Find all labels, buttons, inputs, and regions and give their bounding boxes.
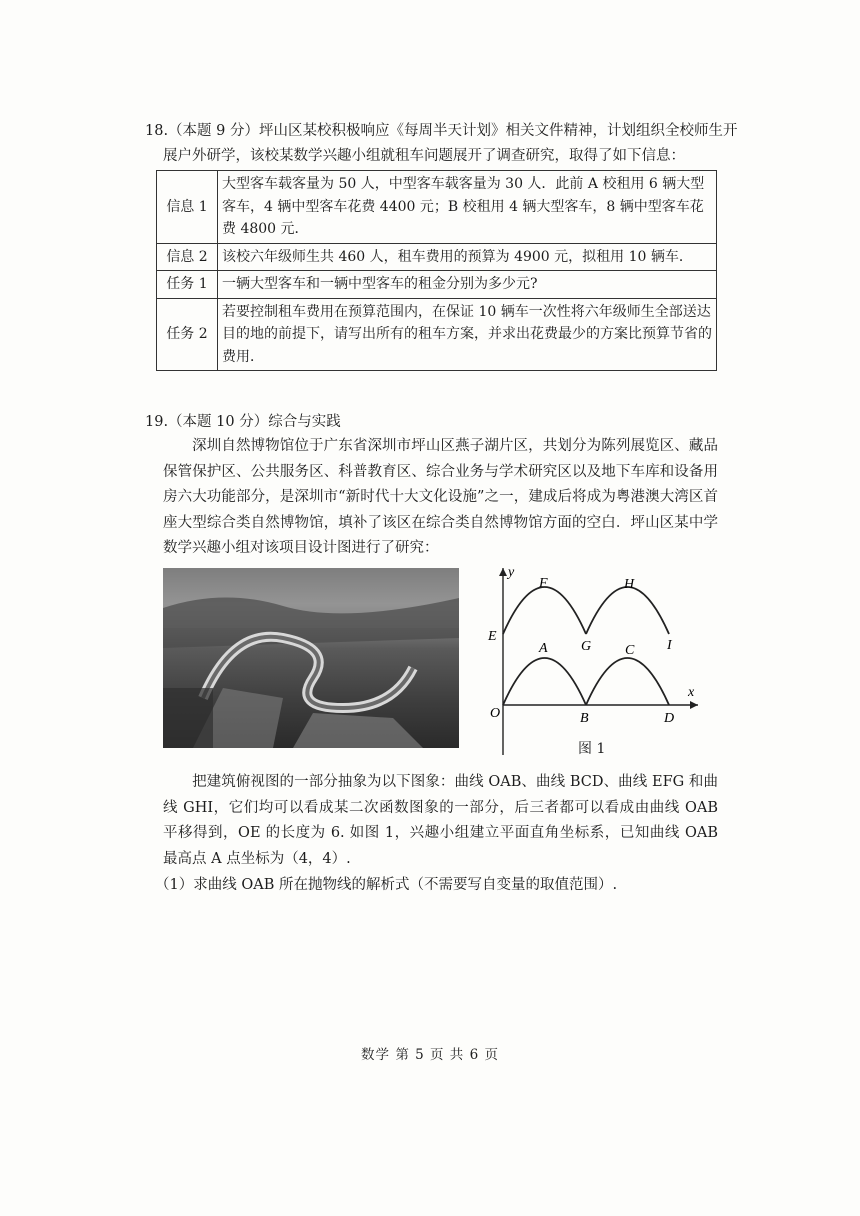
curve-BCD (586, 658, 669, 705)
point-E-label: E (488, 629, 497, 644)
row-label: 任务 2 (157, 298, 218, 371)
curve-GHI (586, 587, 669, 634)
y-axis-arrow (499, 568, 507, 576)
row-text: 一辆大型客车和一辆中型客车的租金分别为多少元? (218, 271, 717, 299)
row-text: 若要控制租车费用在预算范围内，在保证 10 辆车一次性将六年级师生全部送达目的地的前提下，请写出所有的租车方案，并求出花费最少的方案比预算节省的费用． (218, 298, 717, 371)
page-footer: 数学 第 5 页 共 6 页 (361, 1047, 499, 1063)
point-C-label: C (625, 643, 635, 658)
museum-photo-illustration (163, 568, 459, 748)
point-D-label: D (664, 711, 675, 726)
q19-heading: 19.（本题 10 分）综合与实践 (145, 414, 341, 430)
point-B-label: B (580, 711, 589, 726)
row-label: 信息 2 (157, 243, 218, 271)
point-F-label: F (539, 576, 548, 591)
row-text: 大型客车载客量为 50 人，中型客车载客量为 30 人．此前 A 校租用 6 辆大型客车，4 辆中型客车花费 4400 元；B 校租用 4 辆大型客车，8 辆中型客车花费 4800 元． (218, 171, 717, 244)
point-G-label: G (581, 639, 592, 654)
q18-intro-line-2: 展户外研学，该校某数学兴趣小组就租车问题展开了调查研究，取得了如下信息： (163, 148, 685, 164)
table-row (157, 271, 717, 299)
q19-figure-text: 把建筑俯视图的一部分抽象为以下图象：曲线 OAB、曲线 BCD、曲线 EFG 和曲线 GHI，它们均可以看成某二次函数图象的一部分，后三者都可以看成由曲线 OAB 平移得到，OE 的长度为 6. 如图 1，兴趣小组建立平面直角坐标系，已知曲线 OAB 最高点 A 点坐标为（4，4）. (163, 774, 718, 867)
coordinate-figure (478, 560, 708, 760)
q18-info-table (156, 170, 717, 371)
q19-intro-paragraph (163, 434, 718, 562)
x-axis-label: x (688, 685, 695, 700)
curve-EFG (503, 587, 586, 634)
figure-caption: 图 1 (578, 741, 606, 757)
museum-aerial-photo (163, 568, 459, 748)
table-row (157, 171, 717, 244)
point-A-label: A (539, 641, 548, 656)
y-axis-label: y (508, 565, 515, 580)
row-label: 信息 1 (157, 171, 218, 244)
q19-figure-paragraph (163, 770, 718, 872)
table-row (157, 243, 717, 271)
point-O-label: O (490, 706, 501, 721)
q18-intro-line-1: 18.（本题 9 分）坪山区某校积极响应《每周半天计划》相关文件精神，计划组织全校师生开 (145, 123, 738, 139)
row-text: 该校六年级师生共 460 人，租车费用的预算为 4900 元，拟租用 10 辆车． (218, 243, 717, 271)
q19-subquestion-1: （1）求曲线 OAB 所在抛物线的解析式（不需要写自变量的取值范围）. (155, 877, 618, 893)
point-I-label: I (667, 638, 672, 653)
curve-OAB (503, 658, 586, 705)
table-row (157, 298, 717, 371)
q19-intro-text: 深圳自然博物馆位于广东省深圳市坪山区燕子湖片区，共划分为陈列展览区、藏品保管保护区、公共服务区、科普教育区、综合业务与学术研究区以及地下车库和设备用房六大功能部分，是深圳市“新时代十大文化设施”之一，建成后将成为粤港澳大湾区首座大型综合类自然博物馆，填补了该区在综合类自然博物馆方面的空白．坪山区某中学数学兴趣小组对该项目设计图进行了研究： (163, 438, 718, 556)
x-axis-arrow (690, 701, 698, 709)
row-label: 任务 1 (157, 271, 218, 299)
point-H-label: H (624, 577, 635, 592)
